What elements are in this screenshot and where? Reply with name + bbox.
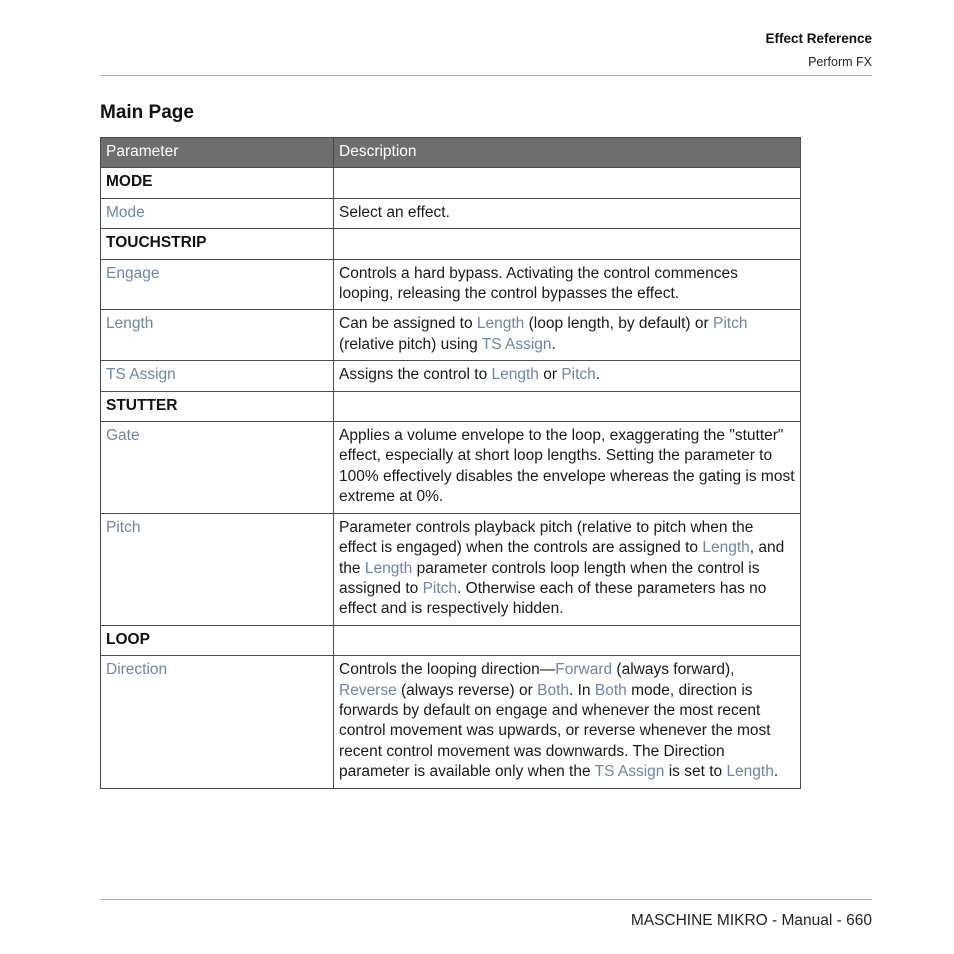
description-text: .	[595, 366, 601, 384]
table-row	[101, 656, 801, 788]
parameter-description	[334, 422, 801, 514]
description-text: (loop length, by default) or	[524, 315, 713, 333]
table-header-row	[101, 138, 801, 168]
table-body	[101, 168, 801, 788]
table-row	[101, 310, 801, 361]
section-label: MODE	[101, 168, 334, 198]
cross-reference-link[interactable]: TS Assign	[481, 335, 552, 353]
parameter-name[interactable]: Direction	[101, 656, 334, 788]
parameter-name[interactable]: Gate	[101, 422, 334, 514]
section-label: TOUCHSTRIP	[101, 229, 334, 259]
parameter-description	[334, 513, 801, 625]
description-text: Assigns the control to	[339, 366, 492, 384]
parameter-description	[334, 229, 801, 259]
cross-reference-link[interactable]: Length	[364, 559, 413, 577]
description-text: Select an effect.	[339, 203, 450, 221]
parameter-name[interactable]: Length	[101, 310, 334, 361]
description-text: (relative pitch) using	[339, 335, 482, 353]
description-text: mode, direction is forwards by default on engage and whenever the most recent control movement was upwards, or reverse whenever the most recent control movement was downwards. The Direction parameter is available only when the	[339, 681, 771, 781]
parameter-description	[334, 198, 801, 228]
parameter-name[interactable]: Engage	[101, 259, 334, 310]
description-text: Controls a hard bypass. Activating the control commences looping, releasing the control bypasses the effect.	[339, 264, 738, 303]
parameter-description	[334, 259, 801, 310]
column-header-description: Description	[334, 138, 801, 168]
cross-reference-link[interactable]: Both	[594, 681, 627, 699]
cross-reference-link[interactable]: Length	[491, 366, 539, 384]
parameter-description	[334, 310, 801, 361]
description-text: or	[538, 366, 562, 384]
header-rule	[100, 75, 872, 76]
table-section-row	[101, 168, 801, 198]
cross-reference-link[interactable]: Length	[476, 315, 525, 333]
parameter-description	[334, 625, 801, 655]
table-row	[101, 422, 801, 514]
cross-reference-link[interactable]: Both	[537, 681, 570, 699]
description-text: Can be assigned to	[339, 315, 477, 333]
description-text: Controls the looping direction—	[339, 661, 556, 679]
cross-reference-link[interactable]: Reverse	[339, 681, 397, 699]
parameter-name[interactable]: TS Assign	[101, 361, 334, 391]
description-text: Applies a volume envelope to the loop, exaggerating the "stutter" effect, especially at short loop lengths. Setting the parameter to 100% effectively disables the envelope whereas the gating is most extreme at 0%.	[339, 427, 795, 506]
footer-rule	[100, 899, 872, 900]
table-row	[101, 513, 801, 625]
cross-reference-link[interactable]: Forward	[555, 661, 613, 679]
parameter-name[interactable]: Mode	[101, 198, 334, 228]
description-text: .	[551, 335, 556, 353]
cross-reference-link[interactable]: Pitch	[713, 315, 748, 333]
table-section-row	[101, 625, 801, 655]
cross-reference-link[interactable]: TS Assign	[594, 763, 665, 781]
section-heading: Main Page	[100, 102, 194, 123]
description-text: . Otherwise each of these parameters has no effect and is respectively hidden.	[339, 579, 767, 618]
parameter-description	[334, 168, 801, 198]
parameter-description	[334, 361, 801, 391]
column-header-parameter: Parameter	[101, 138, 334, 168]
description-text: . In	[569, 681, 595, 699]
cross-reference-link[interactable]: Length	[702, 539, 750, 557]
description-text: , and the	[339, 539, 785, 577]
description-text: (always forward),	[612, 661, 735, 679]
section-label: STUTTER	[101, 391, 334, 421]
table-row	[101, 198, 801, 228]
description-text: is set to	[664, 763, 727, 781]
cross-reference-link[interactable]: Length	[726, 763, 774, 781]
parameter-description	[334, 656, 801, 788]
table-row	[101, 259, 801, 310]
description-text: Parameter controls playback pitch (relative to pitch when the effect is engaged) when the controls are assigned to	[339, 518, 754, 557]
cross-reference-link[interactable]: Pitch	[561, 366, 596, 384]
page-footer: MASCHINE MIKRO - Manual - 660	[630, 912, 872, 929]
description-text: (always reverse) or	[396, 681, 538, 699]
description-text: parameter controls loop length when the control is assigned to	[339, 559, 760, 597]
running-header-subtitle: Perform FX	[808, 55, 872, 69]
cross-reference-link[interactable]: Pitch	[422, 579, 458, 597]
parameter-name[interactable]: Pitch	[101, 513, 334, 625]
parameter-table	[100, 137, 801, 789]
running-header-title: Effect Reference	[765, 31, 872, 46]
table-section-row	[101, 391, 801, 421]
description-text: .	[773, 763, 779, 781]
parameter-description	[334, 391, 801, 421]
section-label: LOOP	[101, 625, 334, 655]
table-section-row	[101, 229, 801, 259]
table-row	[101, 361, 801, 391]
